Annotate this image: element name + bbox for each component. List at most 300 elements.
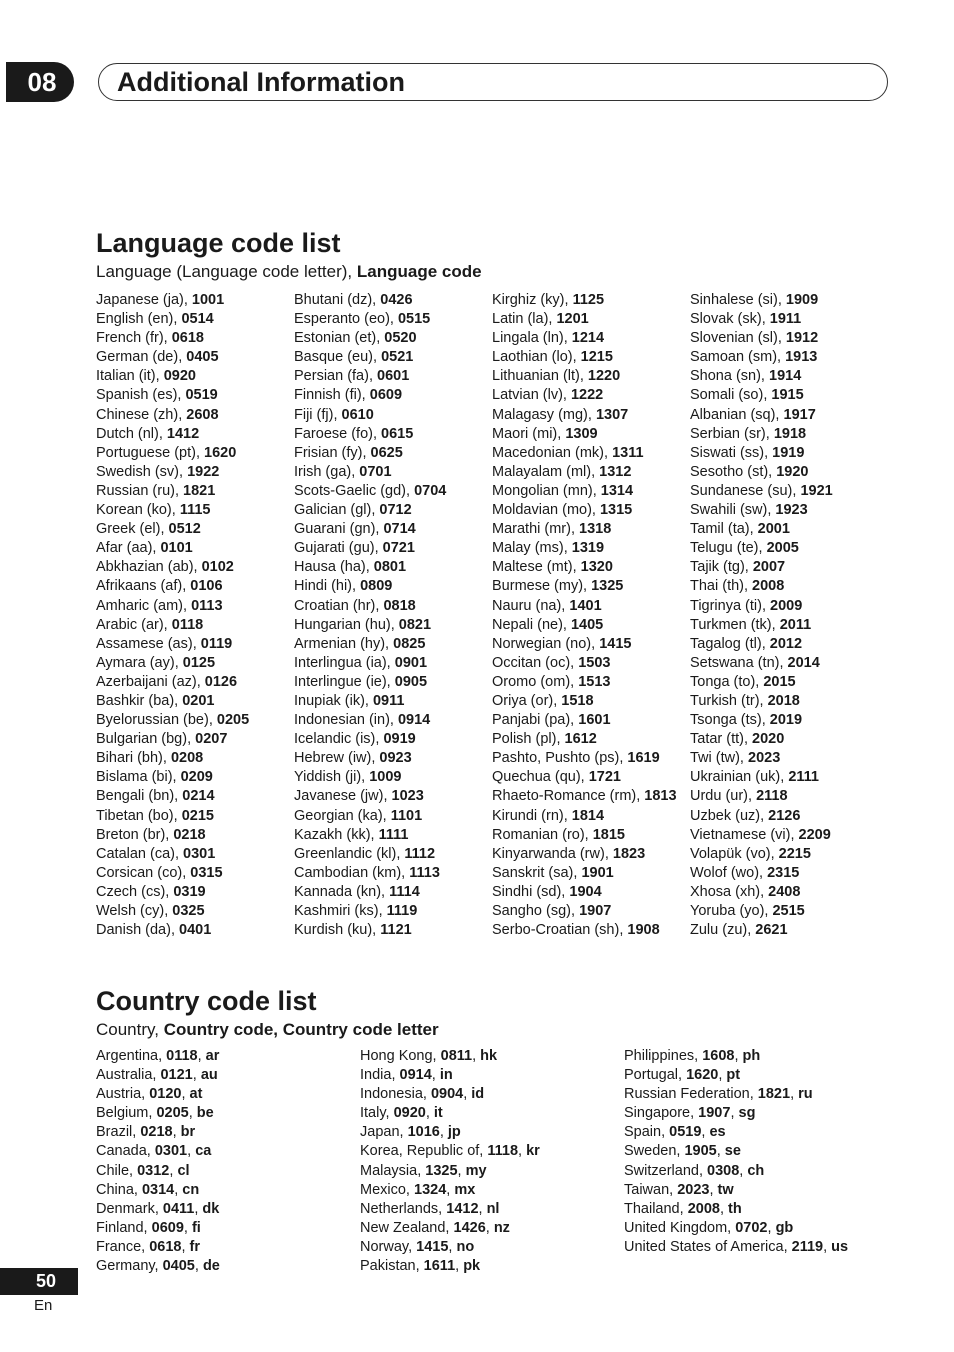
language-entry bbox=[294, 520, 446, 539]
language-code: 0923 bbox=[379, 750, 412, 767]
language-code: 0901 bbox=[394, 654, 428, 671]
language-name: Rhaeto-Romance (rm), bbox=[492, 788, 645, 805]
language-name: Breton (br), bbox=[96, 826, 174, 843]
language-name: Pashto, Pushto (ps), bbox=[492, 750, 628, 767]
language-code: 0704 bbox=[414, 482, 447, 499]
separator: , bbox=[701, 1124, 710, 1141]
language-entry bbox=[294, 692, 446, 711]
language-code: 1915 bbox=[771, 387, 804, 404]
country-code-letter: it bbox=[433, 1105, 443, 1122]
language-code: 1125 bbox=[572, 292, 605, 308]
country-code: 1905 bbox=[684, 1143, 717, 1160]
language-entry bbox=[96, 787, 249, 806]
language-name: Kurdish (ku), bbox=[294, 922, 381, 939]
language-entry bbox=[690, 730, 833, 749]
language-code: 1121 bbox=[380, 922, 412, 939]
language-entry bbox=[96, 310, 249, 329]
country-entry bbox=[96, 1123, 220, 1142]
country-code-letter: mx bbox=[454, 1181, 476, 1198]
language-code: 0914 bbox=[397, 712, 431, 729]
language-code: 1412 bbox=[166, 425, 200, 442]
country-name: Sweden, bbox=[624, 1143, 685, 1160]
country-code-letter: ph bbox=[742, 1048, 761, 1064]
language-entry bbox=[690, 577, 833, 596]
country-name: United Kingdom, bbox=[624, 1219, 736, 1236]
country-name: Finland, bbox=[96, 1219, 152, 1236]
language-code: 1415 bbox=[599, 635, 632, 652]
language-name: Macedonian (mk), bbox=[492, 444, 613, 461]
country-name: Italy, bbox=[360, 1105, 394, 1122]
separator: , bbox=[181, 1086, 190, 1103]
country-name: Mexico, bbox=[360, 1181, 414, 1198]
language-code: 1813 bbox=[644, 788, 677, 805]
language-entry bbox=[492, 616, 677, 635]
language-code: 0618 bbox=[171, 330, 204, 347]
language-code: 2020 bbox=[752, 731, 785, 748]
country-code-letter: us bbox=[831, 1238, 849, 1255]
country-code-letter: cl bbox=[177, 1162, 190, 1179]
separator: , bbox=[730, 1105, 739, 1122]
language-entry bbox=[96, 291, 249, 310]
separator: , bbox=[448, 1238, 457, 1255]
language-entry bbox=[690, 310, 833, 329]
language-entry bbox=[690, 558, 833, 577]
country-name: Russian Federation, bbox=[624, 1086, 758, 1103]
language-entry bbox=[690, 635, 833, 654]
country-code: 0405 bbox=[162, 1258, 195, 1275]
language-code: 2018 bbox=[767, 692, 800, 709]
country-entry bbox=[360, 1104, 540, 1123]
language-column-4 bbox=[690, 291, 833, 940]
language-name: Norwegian (no), bbox=[492, 635, 600, 652]
country-code: 0218 bbox=[140, 1124, 173, 1141]
language-entry bbox=[690, 711, 833, 730]
language-code: 2023 bbox=[748, 750, 781, 767]
country-entry bbox=[360, 1219, 540, 1238]
country-entry bbox=[624, 1238, 848, 1257]
language-name: Galician (gl), bbox=[294, 502, 380, 519]
language-entry bbox=[294, 558, 446, 577]
language-entry bbox=[492, 749, 677, 768]
language-code: 0208 bbox=[170, 750, 204, 767]
language-entry bbox=[492, 864, 677, 883]
language-code: 2008 bbox=[752, 578, 785, 595]
country-entry bbox=[360, 1238, 540, 1257]
country-entry bbox=[96, 1104, 220, 1123]
language-name: Italian (it), bbox=[96, 368, 164, 385]
language-code: 1312 bbox=[599, 463, 632, 480]
subtitle-bold: Language code bbox=[356, 262, 482, 281]
country-entry bbox=[624, 1142, 848, 1161]
language-name: Panjabi (pa), bbox=[492, 712, 579, 729]
language-name: Amharic (am), bbox=[96, 597, 192, 614]
language-code: 1113 bbox=[409, 864, 440, 881]
language-entry bbox=[690, 291, 833, 310]
country-code: 0205 bbox=[156, 1105, 189, 1122]
language-code: 0712 bbox=[379, 502, 412, 519]
language-code: 0825 bbox=[393, 635, 426, 652]
language-code: 0207 bbox=[195, 731, 228, 748]
language-code: 1923 bbox=[775, 502, 808, 519]
country-code: 0904 bbox=[430, 1086, 464, 1103]
language-entry bbox=[294, 864, 446, 883]
language-name: Catalan (ca), bbox=[96, 845, 184, 862]
language-entry bbox=[690, 807, 833, 826]
language-entry bbox=[492, 711, 677, 730]
country-code-letter: nz bbox=[493, 1219, 510, 1236]
language-entry bbox=[294, 673, 446, 692]
language-code: 1619 bbox=[627, 750, 660, 767]
language-entry bbox=[492, 291, 677, 310]
country-column-1 bbox=[96, 1047, 220, 1276]
language-code: 1917 bbox=[783, 406, 816, 423]
language-name: Oriya (or), bbox=[492, 692, 562, 709]
language-name: Interlingua (ia), bbox=[294, 654, 395, 671]
separator: , bbox=[446, 1181, 455, 1198]
language-name: Latvian (lv), bbox=[492, 387, 571, 404]
language-name: French (fr), bbox=[96, 330, 172, 347]
language-name: Polish (pl), bbox=[492, 731, 565, 748]
country-name: India, bbox=[360, 1067, 400, 1084]
language-code: 0520 bbox=[384, 330, 417, 347]
language-entry bbox=[294, 406, 446, 425]
language-code: 1319 bbox=[571, 540, 605, 557]
language-entry bbox=[492, 463, 677, 482]
language-entry bbox=[690, 597, 833, 616]
country-name: Spain, bbox=[624, 1124, 670, 1141]
language-code: 2621 bbox=[755, 922, 788, 939]
separator: , bbox=[518, 1143, 527, 1160]
country-name: New Zealand, bbox=[360, 1219, 454, 1236]
language-code: 0113 bbox=[191, 597, 223, 614]
language-entry bbox=[294, 329, 446, 348]
language-name: Tigrinya (ti), bbox=[690, 597, 771, 614]
language-entry bbox=[96, 577, 249, 596]
language-name: Tibetan (bo), bbox=[96, 807, 182, 824]
country-code-letter: au bbox=[200, 1067, 218, 1084]
language-name: Kinyarwanda (rw), bbox=[492, 845, 613, 862]
language-name: Persian (fa), bbox=[294, 368, 377, 385]
language-entry bbox=[492, 807, 677, 826]
subtitle-plain: Language (Language code letter), bbox=[96, 262, 357, 281]
language-name: Afrikaans (af), bbox=[96, 578, 191, 595]
language-entry bbox=[492, 329, 677, 348]
language-code: 1101 bbox=[390, 807, 423, 824]
language-entry bbox=[96, 444, 249, 463]
country-name: Germany, bbox=[96, 1258, 163, 1275]
language-code: 1821 bbox=[183, 482, 216, 499]
language-entry bbox=[96, 329, 249, 348]
language-entry bbox=[690, 768, 833, 787]
language-name: Laothian (lo), bbox=[492, 349, 581, 366]
country-code: 2119 bbox=[791, 1238, 824, 1255]
country-entry bbox=[96, 1066, 220, 1085]
language-code: 1215 bbox=[580, 349, 613, 366]
language-entry bbox=[690, 482, 833, 501]
language-name: Serbo-Croatian (sh), bbox=[492, 922, 628, 939]
country-code: 0702 bbox=[735, 1219, 768, 1236]
country-code-letter: ru bbox=[798, 1086, 813, 1103]
language-entry bbox=[96, 807, 249, 826]
language-code: 1908 bbox=[627, 922, 660, 939]
country-name: Portugal, bbox=[624, 1067, 687, 1084]
language-entry bbox=[690, 501, 833, 520]
language-entry bbox=[690, 616, 833, 635]
country-code-letter: dk bbox=[202, 1200, 220, 1217]
language-name: Lithuanian (lt), bbox=[492, 368, 588, 385]
language-name: Swahili (sw), bbox=[690, 502, 776, 519]
separator: , bbox=[194, 1200, 203, 1217]
country-name: Australia, bbox=[96, 1067, 161, 1084]
country-name: Indonesia, bbox=[360, 1086, 431, 1103]
language-entry bbox=[96, 482, 249, 501]
language-code: 2009 bbox=[770, 597, 803, 614]
language-code: 2019 bbox=[769, 712, 803, 729]
country-code-letter: jp bbox=[447, 1124, 461, 1141]
language-entry bbox=[96, 730, 249, 749]
language-code: 0126 bbox=[204, 673, 238, 690]
country-entry bbox=[624, 1047, 848, 1066]
language-entry bbox=[690, 883, 833, 902]
language-code: 1907 bbox=[579, 903, 612, 919]
language-name: Malayalam (ml), bbox=[492, 463, 600, 480]
country-name: Philippines, bbox=[624, 1048, 703, 1064]
language-code: 2012 bbox=[769, 635, 803, 652]
language-code: 1023 bbox=[391, 788, 424, 805]
language-code-list-title: Language code list bbox=[96, 228, 341, 258]
page-number: 50 bbox=[35, 1271, 57, 1291]
country-code-letter: ca bbox=[195, 1143, 212, 1160]
language-name: Croatian (hr), bbox=[294, 597, 384, 614]
country-code-letter: at bbox=[189, 1086, 203, 1103]
language-entry bbox=[294, 463, 446, 482]
language-entry bbox=[492, 577, 677, 596]
language-code: 0102 bbox=[201, 559, 234, 576]
language-code: 0625 bbox=[370, 444, 403, 461]
language-code: 1307 bbox=[595, 406, 629, 423]
language-name: Nauru (na), bbox=[492, 597, 570, 614]
language-name: Estonian (et), bbox=[294, 330, 385, 347]
chapter-number: 08 bbox=[27, 67, 57, 97]
language-name: Sinhalese (si), bbox=[690, 292, 786, 308]
separator: , bbox=[197, 1048, 206, 1064]
language-name: Bislama (bi), bbox=[96, 769, 181, 786]
country-code: 0121 bbox=[160, 1067, 193, 1084]
language-code: 1721 bbox=[588, 769, 621, 786]
country-code-letter: be bbox=[196, 1105, 214, 1122]
language-code: 0101 bbox=[160, 540, 193, 557]
country-code-letter: de bbox=[202, 1258, 220, 1275]
language-entry bbox=[294, 425, 446, 444]
language-name: Czech (cs), bbox=[96, 883, 174, 900]
country-code: 1611 bbox=[423, 1258, 456, 1275]
language-name: Hindi (hi), bbox=[294, 578, 361, 595]
country-entry bbox=[96, 1162, 220, 1181]
language-name: Azerbaijani (az), bbox=[96, 673, 205, 690]
language-name: Tsonga (ts), bbox=[690, 712, 770, 729]
language-code: 0218 bbox=[173, 826, 206, 843]
country-name: Netherlands, bbox=[360, 1200, 447, 1217]
country-entry bbox=[360, 1142, 540, 1161]
country-entry bbox=[96, 1238, 220, 1257]
language-code: 0911 bbox=[372, 692, 405, 709]
country-code: 1415 bbox=[416, 1238, 449, 1255]
language-entry bbox=[690, 444, 833, 463]
language-name: Sanskrit (sa), bbox=[492, 864, 582, 881]
language-code: 1904 bbox=[569, 883, 602, 900]
language-name: Indonesian (in), bbox=[294, 712, 398, 729]
language-name: Tajik (tg), bbox=[690, 559, 753, 576]
language-name: Wolof (wo), bbox=[690, 864, 768, 881]
language-name: English (en), bbox=[96, 311, 182, 328]
language-code: 1311 bbox=[612, 444, 644, 461]
language-name: Moldavian (mo), bbox=[492, 502, 600, 519]
language-name: Somali (so), bbox=[690, 387, 772, 404]
language-code: 2515 bbox=[772, 903, 805, 919]
language-name: Interlingue (ie), bbox=[294, 673, 395, 690]
language-name: Tatar (tt), bbox=[690, 731, 753, 748]
language-entry bbox=[690, 921, 833, 940]
language-entry bbox=[492, 501, 677, 520]
language-name: Dutch (nl), bbox=[96, 425, 167, 442]
subtitle-plain: Country, bbox=[96, 1020, 164, 1039]
language-code: 1921 bbox=[800, 482, 833, 499]
language-entry bbox=[96, 692, 249, 711]
language-name: Uzbek (uz), bbox=[690, 807, 769, 824]
language-name: Serbian (sr), bbox=[690, 425, 774, 442]
separator: , bbox=[425, 1105, 434, 1122]
language-code: 1901 bbox=[581, 864, 614, 881]
language-code: 1214 bbox=[571, 330, 605, 347]
country-name: France, bbox=[96, 1238, 150, 1255]
language-code: 2011 bbox=[779, 616, 812, 633]
country-code: 0308 bbox=[707, 1162, 740, 1179]
language-code: 1911 bbox=[769, 311, 802, 328]
language-name: Korean (ko), bbox=[96, 502, 180, 519]
language-name: Cambodian (km), bbox=[294, 864, 410, 881]
separator: , bbox=[472, 1048, 481, 1064]
language-code: 2408 bbox=[768, 883, 801, 900]
language-entry bbox=[690, 425, 833, 444]
language-code: 1601 bbox=[578, 712, 611, 729]
country-code: 0312 bbox=[137, 1162, 170, 1179]
language-name: Gujarati (gu), bbox=[294, 540, 383, 557]
language-name: Greenlandic (kl), bbox=[294, 845, 405, 862]
page-language-marker: En bbox=[34, 1297, 53, 1314]
language-entry bbox=[294, 902, 446, 921]
language-entry bbox=[96, 425, 249, 444]
language-code: 2209 bbox=[798, 826, 831, 843]
country-name: Belgium, bbox=[96, 1105, 157, 1122]
country-name: Chile, bbox=[96, 1162, 138, 1179]
language-code-list-subtitle bbox=[96, 262, 482, 282]
language-code: 1220 bbox=[587, 368, 621, 385]
country-entry bbox=[360, 1200, 540, 1219]
language-name: Fiji (fj), bbox=[294, 406, 342, 423]
language-entry bbox=[96, 749, 249, 768]
separator: , bbox=[455, 1258, 464, 1275]
language-entry bbox=[690, 673, 833, 692]
language-name: Hungarian (hu), bbox=[294, 616, 399, 633]
country-name: Brazil, bbox=[96, 1124, 141, 1141]
country-entry bbox=[360, 1181, 540, 1200]
country-code: 0118 bbox=[166, 1048, 198, 1064]
language-code: 2001 bbox=[757, 521, 790, 538]
language-code: 0201 bbox=[182, 692, 215, 709]
country-code: 0920 bbox=[393, 1105, 426, 1122]
separator: , bbox=[188, 1105, 197, 1122]
language-entry bbox=[294, 597, 446, 616]
language-code: 1325 bbox=[591, 578, 624, 595]
language-entry bbox=[690, 386, 833, 405]
language-entry bbox=[690, 348, 833, 367]
language-code: 1620 bbox=[204, 444, 237, 461]
language-name: Shona (sn), bbox=[690, 368, 769, 385]
country-code-letter: se bbox=[724, 1143, 741, 1160]
country-code-letter: in bbox=[439, 1067, 453, 1084]
language-entry bbox=[492, 406, 677, 425]
language-name: Ukrainian (uk), bbox=[690, 769, 789, 786]
language-entry bbox=[690, 539, 833, 558]
country-entry bbox=[624, 1219, 848, 1238]
language-name: Tagalog (tl), bbox=[690, 635, 770, 652]
chapter-number-badge bbox=[6, 62, 74, 102]
language-entry bbox=[492, 826, 677, 845]
country-name: Japan, bbox=[360, 1124, 408, 1141]
language-name: Turkmen (tk), bbox=[690, 616, 780, 633]
language-entry bbox=[96, 826, 249, 845]
language-entry bbox=[690, 329, 833, 348]
language-name: Kashmiri (ks), bbox=[294, 903, 387, 919]
country-entry bbox=[360, 1257, 540, 1276]
language-entry bbox=[96, 520, 249, 539]
language-code: 1612 bbox=[564, 731, 597, 748]
country-entry bbox=[624, 1123, 848, 1142]
language-entry bbox=[294, 768, 446, 787]
language-name: Guarani (gn), bbox=[294, 521, 384, 538]
language-entry bbox=[492, 673, 677, 692]
language-name: Kannada (kn), bbox=[294, 883, 390, 900]
language-entry bbox=[492, 367, 677, 386]
language-name: Aymara (ay), bbox=[96, 654, 183, 671]
language-entry bbox=[294, 826, 446, 845]
separator: , bbox=[718, 1067, 727, 1084]
country-code: 1118 bbox=[487, 1143, 519, 1160]
country-column-2 bbox=[360, 1047, 540, 1276]
language-code: 0701 bbox=[359, 463, 392, 480]
language-code: 1112 bbox=[404, 845, 436, 862]
language-code: 1920 bbox=[776, 463, 809, 480]
language-name: Turkish (tr), bbox=[690, 692, 768, 709]
language-code: 1315 bbox=[599, 502, 633, 519]
language-name: Bihari (bh), bbox=[96, 750, 171, 767]
country-code-letter: sg bbox=[738, 1105, 756, 1122]
language-name: Hausa (ha), bbox=[294, 559, 374, 576]
language-name: Abkhazian (ab), bbox=[96, 559, 202, 576]
language-entry bbox=[492, 730, 677, 749]
language-entry bbox=[294, 787, 446, 806]
language-name: Greek (el), bbox=[96, 521, 169, 538]
language-code: 0125 bbox=[182, 654, 216, 671]
language-name: Malay (ms), bbox=[492, 540, 572, 557]
separator: , bbox=[439, 1124, 448, 1141]
country-name: Hong Kong, bbox=[360, 1048, 441, 1064]
country-entry bbox=[96, 1257, 220, 1276]
page-number-badge bbox=[0, 1268, 78, 1295]
language-name: Latin (la), bbox=[492, 311, 557, 328]
language-entry bbox=[690, 654, 833, 673]
language-code: 0514 bbox=[181, 311, 214, 328]
